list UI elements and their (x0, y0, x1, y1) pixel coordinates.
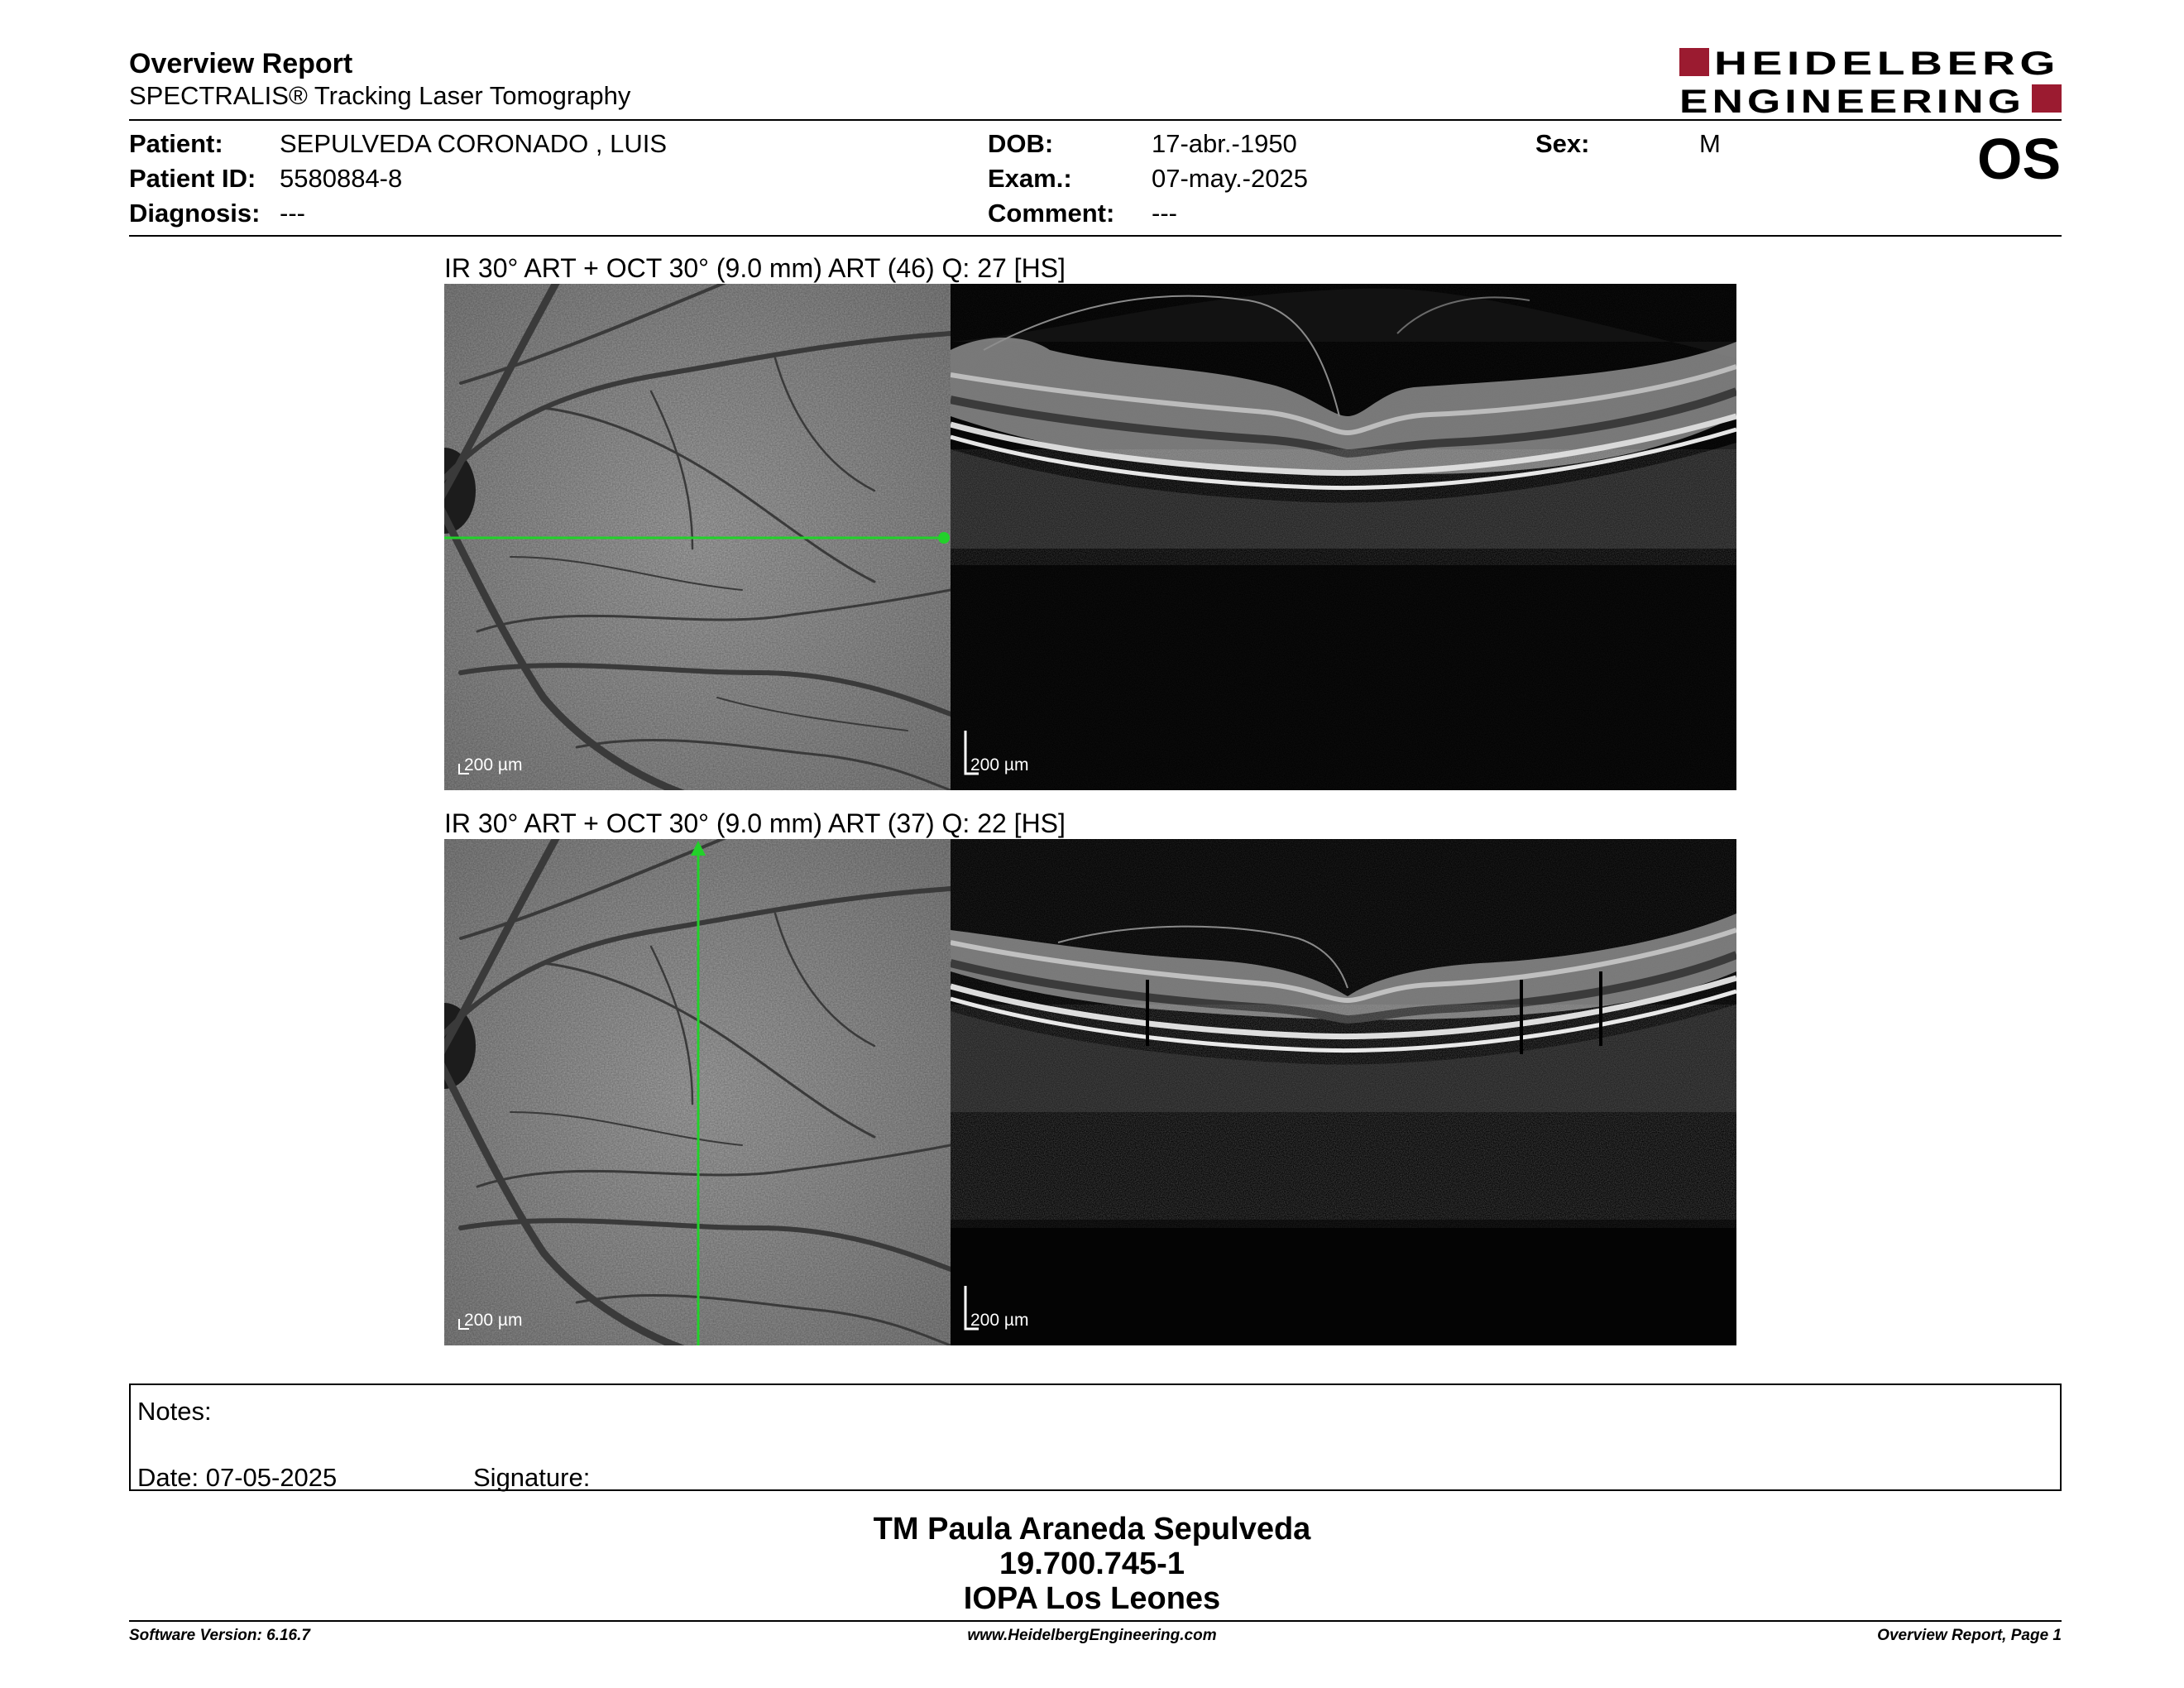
report-subtitle: SPECTRALIS® Tracking Laser Tomography (129, 81, 631, 110)
logo-line-1: HEIDELBERG (1714, 46, 2060, 82)
oct-bscan-image-2 (951, 839, 1736, 1345)
patient-label: Patient: (129, 129, 223, 158)
scan-caption-2: IR 30° ART + OCT 30° (9.0 mm) ART (37) Q: 22 [HS] (444, 808, 1066, 838)
oct-bscan-image-1 (951, 284, 1736, 790)
signatory-org: IOPA Los Leones (963, 1581, 1221, 1616)
patient-id-value: 5580884-8 (280, 164, 403, 193)
page-indicator: Overview Report, Page 1 (1877, 1627, 2062, 1644)
signature-label: Signature: (473, 1463, 591, 1492)
oct-scale-label-1: 200 µm (970, 755, 1029, 774)
heidelberg-logo (1679, 46, 2062, 116)
ir-scale-label-2: 200 µm (464, 1311, 523, 1330)
comment-label: Comment: (988, 199, 1115, 228)
dob-value: 17-abr.-1950 (1152, 129, 1297, 158)
comment-value: --- (1152, 199, 1177, 228)
diagnosis-label: Diagnosis: (129, 199, 261, 228)
header-rule (129, 119, 2062, 121)
diagnosis-value: --- (280, 199, 305, 228)
scan-caption-1: IR 30° ART + OCT 30° (9.0 mm) ART (46) Q: 27 [HS] (444, 253, 1066, 283)
ir-scale-label-1: 200 µm (464, 755, 523, 774)
sex-label: Sex: (1535, 129, 1590, 158)
signatory-name: TM Paula Araneda Sepulveda (873, 1512, 1311, 1547)
website-link[interactable]: www.HeidelbergEngineering.com (967, 1627, 1217, 1644)
report-title: Overview Report (129, 48, 353, 79)
ir-fundus-image-2 (444, 839, 951, 1345)
patient-rule (129, 235, 2062, 237)
ir-fundus-image-1 (444, 284, 951, 790)
software-version: Software Version: 6.16.7 (129, 1627, 310, 1644)
dob-label: DOB: (988, 129, 1054, 158)
exam-value: 07-may.-2025 (1152, 164, 1308, 193)
signatory-id: 19.700.745-1 (999, 1547, 1185, 1581)
date-label: Date: 07-05-2025 (137, 1463, 338, 1492)
patient-id-label: Patient ID: (129, 164, 256, 193)
footer-rule (129, 1620, 2062, 1622)
sex-value: M (1699, 129, 1721, 158)
eye-laterality: OS (1977, 127, 2062, 191)
notes-box[interactable] (129, 1383, 2062, 1491)
oct-scale-label-2: 200 µm (970, 1311, 1029, 1330)
notes-label: Notes: (137, 1397, 212, 1426)
patient-name: SEPULVEDA CORONADO , LUIS (280, 129, 667, 158)
exam-label: Exam.: (988, 164, 1072, 193)
logo-line-2: ENGINEERING (1679, 84, 2025, 116)
